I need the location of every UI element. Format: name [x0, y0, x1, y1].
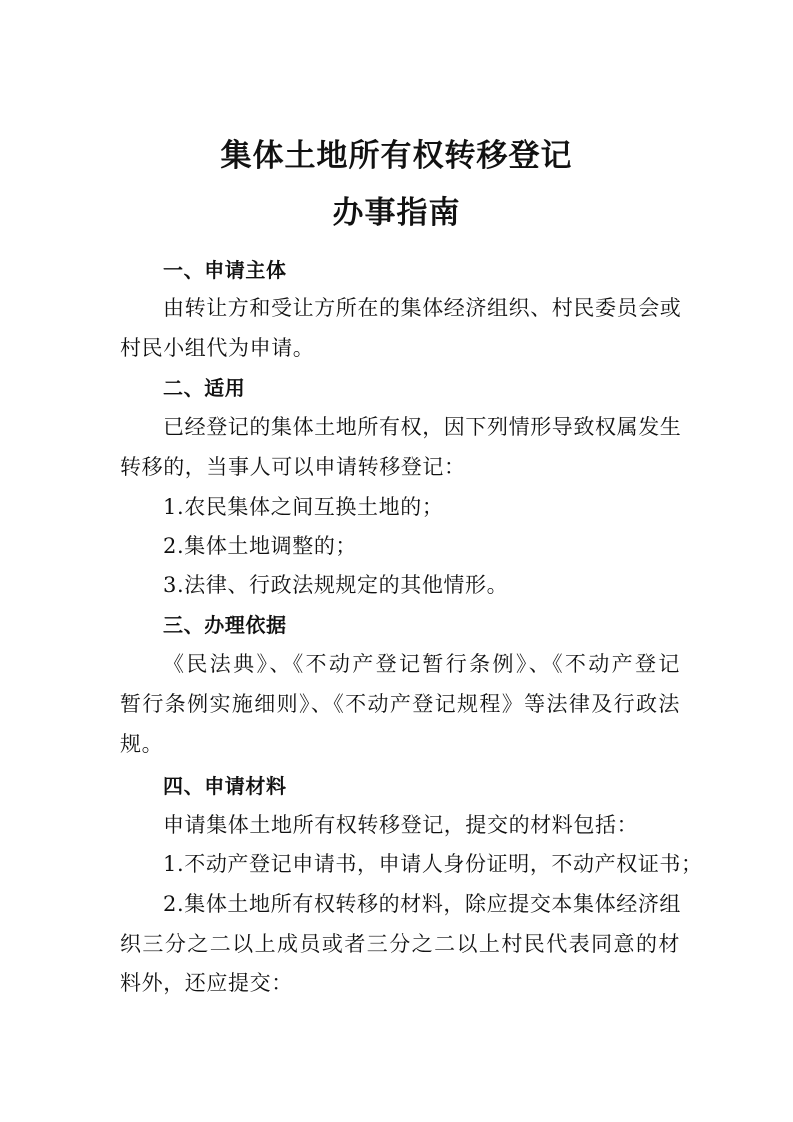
- paragraph-line: 申请集体土地所有权转移登记，提交的材料包括：: [163, 813, 639, 837]
- paragraph-line: 规。: [120, 732, 164, 756]
- section-heading-scope: 二、适用: [163, 376, 246, 400]
- paragraph-line: 织三分之二以上成员或者三分之二以上村民代表同意的材: [120, 932, 680, 956]
- section-heading-applicant: 一、申请主体: [163, 258, 287, 282]
- paragraph-line: 已经登记的集体土地所有权，因下列情形导致权属发生: [163, 415, 682, 439]
- section-heading-materials: 四、申请材料: [163, 774, 287, 798]
- document-title: 集体土地所有权转移登记: [220, 138, 573, 174]
- paragraph-line: 村民小组代为申请。: [120, 336, 315, 360]
- paragraph-line: 转移的，当事人可以申请转移登记：: [120, 455, 466, 479]
- paragraph-line: 暂行条例实施细则》、《不动产登记规程》等法律及行政法: [120, 692, 680, 716]
- paragraph-line: 由转让方和受让方所在的集体经济组织、村民委员会或: [163, 296, 682, 320]
- list-item: 2.集体土地调整的；: [163, 534, 358, 558]
- section-heading-basis: 三、办理依据: [163, 613, 287, 637]
- list-item: 1.农民集体之间互换土地的；: [163, 495, 444, 519]
- document-subtitle: 办事指南: [332, 195, 461, 231]
- list-item: 2.集体土地所有权转移的材料，除应提交本集体经济组: [163, 892, 682, 916]
- list-item: 3.法律、行政法规规定的其他情形。: [163, 573, 509, 597]
- paragraph-line: 《民法典》、《不动产登记暂行条例》、《不动产登记: [163, 652, 680, 676]
- paragraph-line: 料外，还应提交：: [120, 971, 293, 995]
- list-item: 1.不动产登记申请书，申请人身份证明，不动产权证书；: [163, 852, 703, 876]
